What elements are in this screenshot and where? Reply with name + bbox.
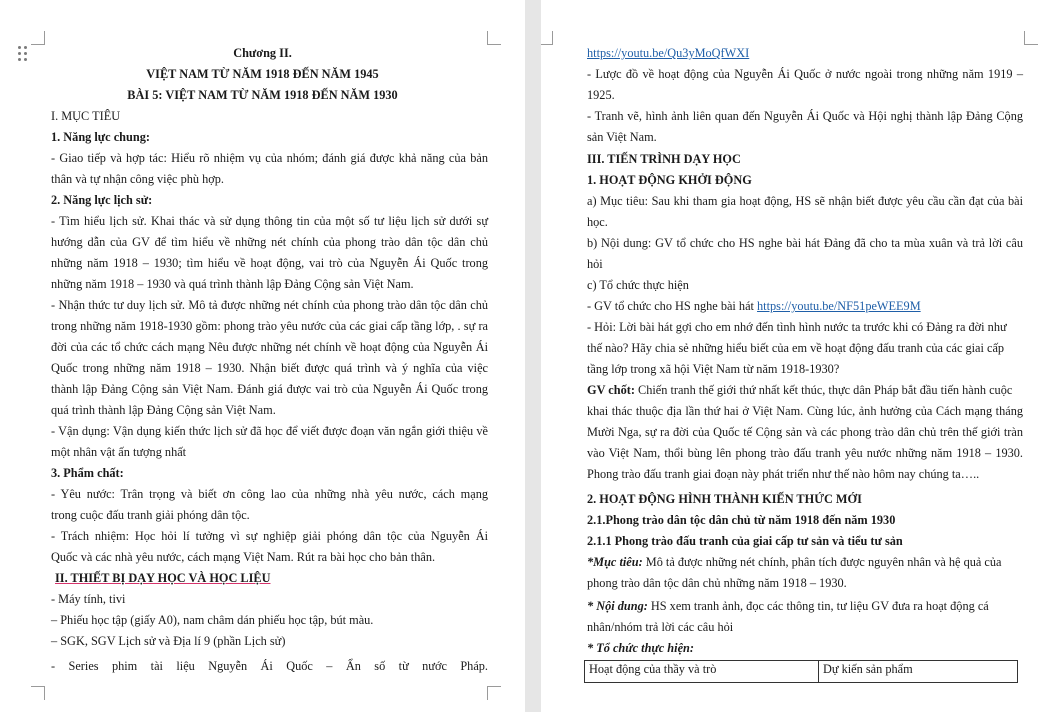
paragraph-line: Quốc trong những năm 1918 – 1930. Nhận biết được quá trình và ý nghĩa của việc bbox=[51, 361, 488, 375]
crop-mark bbox=[1024, 31, 1038, 45]
paragraph-line: vào Việt Nam, thổi bùng lên phong trào đấu tranh yêu nước những năm 1918 – 1930. bbox=[587, 446, 1023, 460]
paragraph-line: một nhân vật ấn tượng nhất bbox=[51, 445, 187, 459]
lesson-title: BÀI 5: VIỆT NAM TỪ NĂM 1918 ĐẾN NĂM 1930 bbox=[127, 88, 398, 102]
song-link[interactable]: https://youtu.be/NF51peWEE9M bbox=[757, 299, 921, 313]
paragraph-line: - Tìm hiểu lịch sử. Khai thác và sử dụng thông tin của một số tư liệu lịch sử dưới sự bbox=[51, 214, 488, 228]
paragraph-line: trong cuộc đấu tranh giải phóng dân tộc. bbox=[51, 508, 250, 522]
chapter-heading: Chương II. bbox=[233, 46, 292, 60]
paragraph-line: đời của các tổ chức cách mạng Nêu được những nét chính về hoạt động của Nguyễn Ái bbox=[51, 340, 488, 354]
subsection-heading: 1. HOẠT ĐỘNG KHỞI ĐỘNG bbox=[587, 173, 752, 187]
subsection-heading: * Tổ chức thực hiện: bbox=[587, 641, 694, 655]
subsection-heading: 2.1.Phong trào dân tộc dân chủ từ năm 1918 đến năm 1930 bbox=[587, 513, 896, 527]
list-item: – SGK, SGV Lịch sử và Địa lí 9 (phần Lịch sử) bbox=[51, 634, 286, 648]
table-row bbox=[585, 661, 1018, 683]
subsection-heading: 1. Năng lực chung: bbox=[51, 130, 150, 144]
paragraph-line: thế nào? Hãy chia sẻ những hiểu biết của em về hoạt động đấu tranh của các giai cấp bbox=[587, 341, 1005, 355]
list-item: - Máy tính, tivi bbox=[51, 592, 126, 606]
list-item: – Phiếu học tập (giấy A0), nam châm dán phiếu học tập, bút màu. bbox=[51, 613, 374, 627]
paragraph-line: - Tranh vẽ, hình ảnh liên quan đến Nguyễn Ái Quốc và Hội nghị thành lập Đảng Cộng bbox=[587, 109, 1023, 123]
paragraph-line: - Yêu nước: Trân trọng và biết ơn công lao của những nhà yêu nước, cách mạng bbox=[51, 487, 488, 501]
paragraph-line: - Vận dụng: Vận dụng kiến thức lịch sử đã học để viết được đoạn văn ngắn giới thiệu về bbox=[51, 424, 488, 438]
paragraph-line: quá trình thành lập Đảng Cộng sản Việt Nam. bbox=[51, 403, 276, 417]
section-heading: III. TIẾN TRÌNH DẠY HỌC bbox=[587, 152, 741, 166]
table-header-cell[interactable]: Hoạt động của thầy và trò bbox=[585, 661, 819, 683]
paragraph-line bbox=[587, 598, 1023, 614]
conclusion-label: GV chốt: bbox=[587, 383, 635, 397]
paragraph-line: c) Tổ chức thực hiện bbox=[587, 278, 689, 292]
paragraph-line: Mười Nga, sự ra đời của Quốc tế Cộng sản và các phong trào dân chủ trên thế giới tràn bbox=[587, 425, 1023, 439]
paragraph-line bbox=[587, 382, 1023, 398]
paragraph-line bbox=[587, 554, 1023, 570]
paragraph-line: Quốc và các nhà yêu nước, cách mạng Việt Nam. Rút ra bài học cho bản thân. bbox=[51, 550, 436, 564]
paragraph-line: - Lược đồ về hoạt động của Nguyễn Ái Quốc ở nước ngoài trong những năm 1919 – bbox=[587, 67, 1023, 81]
subsection-heading: 2.1.1 Phong trào đấu tranh của giai cấp tư sản và tiểu tư sản bbox=[587, 534, 903, 548]
crop-mark bbox=[31, 31, 45, 45]
document-page-left bbox=[0, 0, 525, 712]
activity-table bbox=[584, 660, 1018, 683]
paragraph-line: tầng lớp trong xã hội Việt Nam từ năm 1918-1930? bbox=[587, 362, 840, 376]
video-link[interactable]: https://youtu.be/Qu3yMoQfWXI bbox=[587, 46, 750, 60]
paragraph-line: a) Mục tiêu: Sau khi tham gia hoạt động, HS sẽ nhận biết được yêu cầu cần đạt của bài bbox=[587, 194, 1023, 208]
paragraph-line: trong những năm 1918-1930 gồm: phong trào yêu nước của các giai cấp tầng lớp, . sự ra bbox=[51, 319, 488, 333]
paragraph-line: thành lập Đảng Cộng sản Việt Nam. Đánh giá được vai trò của Nguyễn Ái Quốc trong bbox=[51, 382, 488, 396]
paragraph-line: những năm 1918 – 1930; tìm hiểu về hoạt động, vai trò của Nguyễn Ái Quốc trong bbox=[51, 256, 488, 270]
section-heading: II. THIẾT BỊ DẠY HỌC VÀ HỌC LIỆU bbox=[55, 571, 271, 585]
paragraph-text: - GV tổ chức cho HS nghe bài hát bbox=[587, 299, 758, 313]
list-item: - Series phim tài liệu Nguyễn Ái Quốc – Ẩn số từ nước Pháp. bbox=[51, 659, 488, 673]
crop-mark bbox=[487, 31, 501, 45]
paragraph-text: HS xem tranh ảnh, đọc các thông tin, tư liệu GV đưa ra hoạt động cá bbox=[647, 599, 989, 613]
paragraph-line: hỏi bbox=[587, 257, 603, 271]
subsection-heading: 3. Phẩm chất: bbox=[51, 466, 124, 480]
paragraph-line: hướng dẫn của GV để tìm hiểu về những nét chính của phong trào dân tộc dân chủ bbox=[51, 235, 488, 249]
paragraph-line: Phong trào đấu tranh giai đoạn này phát triển như thế nào hôm nay chúng ta….. bbox=[587, 467, 980, 481]
paragraph-line: 1925. bbox=[587, 88, 615, 102]
crop-mark bbox=[487, 686, 501, 700]
subsection-heading: 2. Năng lực lịch sử: bbox=[51, 193, 153, 207]
paragraph-line bbox=[587, 298, 921, 314]
document-page-right bbox=[541, 0, 1059, 712]
paragraph-text: Chiến tranh thế giới thứ nhất kết thúc, thực dân Pháp bắt đầu tiến hành cuộc bbox=[634, 383, 1013, 397]
paragraph-line: b) Nội dung: GV tổ chức cho HS nghe bài hát Đảng đã cho ta mùa xuân và trả lời câu bbox=[587, 236, 1023, 250]
objective-label: *Mục tiêu: bbox=[587, 555, 643, 569]
paragraph-line: những năm 1918 – 1930 và quá trình thành lập Đảng Cộng sản Việt Nam. bbox=[51, 277, 414, 291]
paragraph-line: sản Việt Nam. bbox=[587, 130, 657, 144]
paragraph-line: - Hỏi: Lời bài hát gợi cho em nhớ đến tình hình nước ta trước khi có Đảng ra đời như bbox=[587, 320, 1007, 334]
content-label: * Nội dung: bbox=[587, 599, 648, 613]
paragraph-line: thân và tự nhận công việc phù hợp. bbox=[51, 172, 224, 186]
paragraph-line: phong trào dân tộc dân chủ những năm 1918 – 1930. bbox=[587, 576, 847, 590]
crop-mark bbox=[541, 31, 553, 45]
crop-mark bbox=[31, 686, 45, 700]
paragraph-line: khai thác thuộc địa lần thứ hai ở Việt Nam. Cùng lúc, ảnh hưởng của Cách mạng tháng bbox=[587, 404, 1023, 418]
paragraph-line: - Nhận thức tư duy lịch sử. Mô tả được những nét chính của phong trào dân tộc dân chủ bbox=[51, 298, 488, 312]
section-heading: I. MỤC TIÊU bbox=[51, 109, 121, 123]
paragraph-line: nhân/nhóm trả lời các câu hỏi bbox=[587, 620, 734, 634]
chapter-title: VIỆT NAM TỪ NĂM 1918 ĐẾN NĂM 1945 bbox=[146, 67, 379, 81]
paragraph-line: - Trách nhiệm: Học hỏi lí tưởng vì sự nghiệp giải phóng dân tộc của Nguyễn Ái bbox=[51, 529, 488, 543]
paragraph-line: - Giao tiếp và hợp tác: Hiểu rõ nhiệm vụ của nhóm; đánh giá được khả năng của bản bbox=[51, 151, 488, 165]
paragraph-text: Mô tả được những nét chính, phân tích được nguyên nhân và hệ quả của bbox=[642, 555, 1002, 569]
paragraph-line: học. bbox=[587, 215, 608, 229]
table-header-cell[interactable]: Dự kiến sản phẩm bbox=[819, 661, 1018, 683]
section-heading: 2. HOẠT ĐỘNG HÌNH THÀNH KIẾN THỨC MỚI bbox=[587, 492, 862, 506]
